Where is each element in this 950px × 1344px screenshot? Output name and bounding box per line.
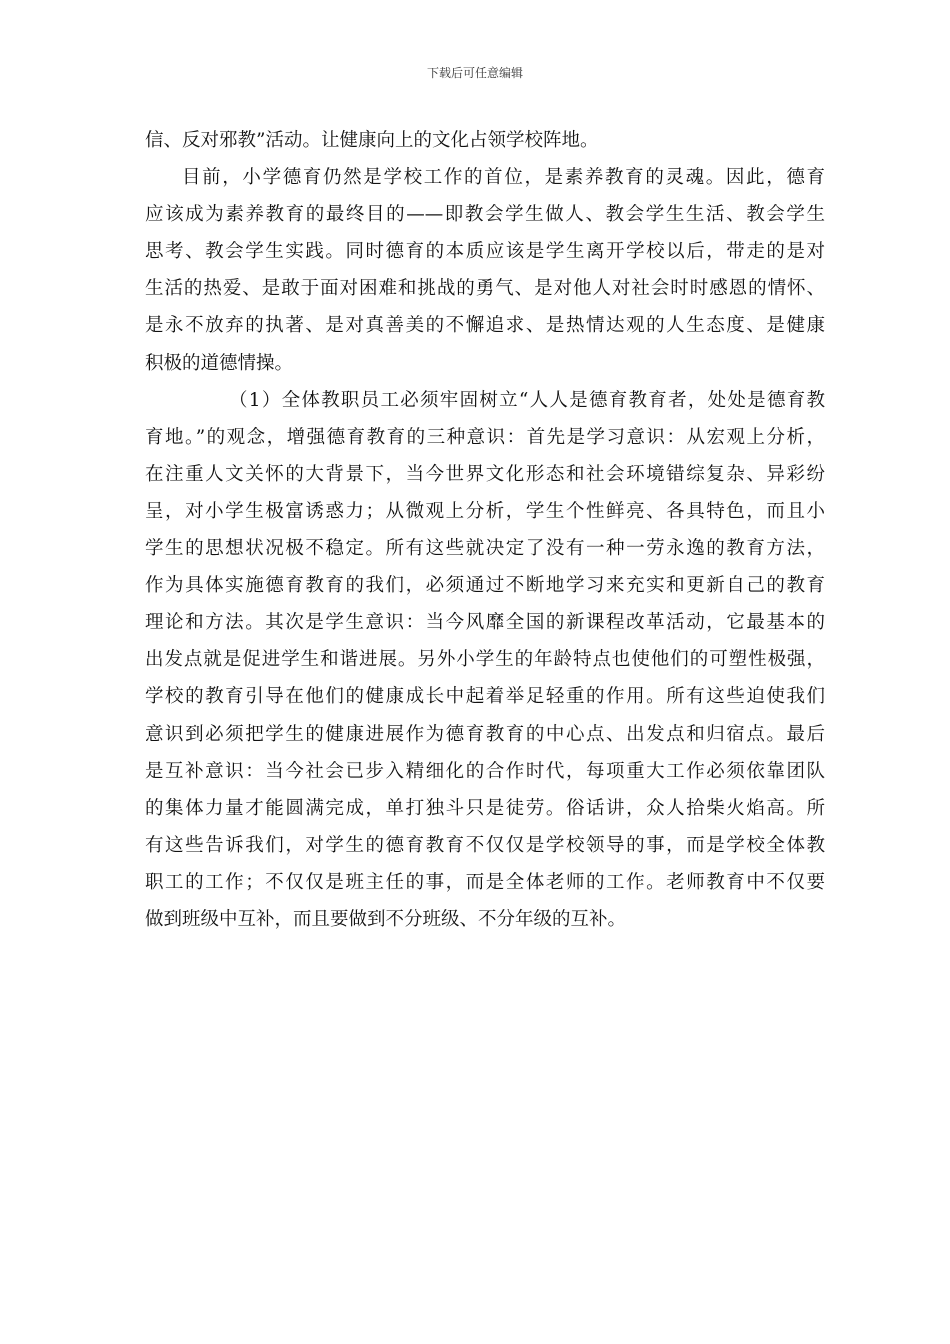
paragraph-3-line-7: 理论和方法。其次是学生意识：当今风靡全国的新课程改革活动，它最基本的: [145, 612, 825, 634]
paragraph-2-line-3: 思考、教会学生实践。同时德育的本质应该是学生离开学校以后，带走的是对: [145, 241, 825, 263]
paragraph-2-line-2: 应该成为素养教育的最终目的——即教会学生做人、教会学生生活、教会学生: [145, 204, 825, 226]
paragraph-2-line-1: 目前，小学德育仍然是学校工作的首位，是素养教育的灵魂。因此，德育: [182, 167, 825, 189]
paragraph-3-line-6: 作为具体实施德育教育的我们，必须通过不断地学习来充实和更新自己的教育: [145, 575, 825, 597]
paragraph-3-line-14: 职工的工作；不仅仅是班主任的事，而是全体老师的工作。老师教育中不仅要: [145, 871, 825, 893]
paragraph-3-line-9: 学校的教育引导在他们的健康成长中起着举足轻重的作用。所有这些迫使我们: [145, 686, 825, 708]
paragraph-3-line-11: 是互补意识：当今社会已步入精细化的合作时代，每项重大工作必须依靠团队: [145, 760, 825, 782]
paragraph-1-line-1: 信、反对邪教”活动。让健康向上的文化占领学校阵地。: [145, 130, 599, 151]
paragraph-3-line-8: 出发点就是促进学生和谐进展。另外小学生的年龄特点也使他们的可塑性极强，: [145, 649, 825, 671]
paragraph-3-line-2: 育地。”的观念，增强德育教育的三种意识：首先是学习意识：从宏观上分析，: [145, 426, 825, 448]
paragraph-2-line-6: 积极的道德情操。: [145, 352, 294, 374]
paragraph-3-line-13: 有这些告诉我们，对学生的德育教育不仅仅是学校领导的事，而是学校全体教: [145, 834, 825, 856]
paragraph-3-line-15: 做到班级中互补，而且要做到不分班级、不分年级的互补。: [145, 908, 627, 930]
paragraph-3-line-10: 意识到必须把学生的健康进展作为德育教育的中心点、出发点和归宿点。最后: [145, 723, 825, 745]
paragraph-2-line-5: 是永不放弃的执著、是对真善美的不懈追求、是热情达观的人生态度、是健康: [145, 315, 825, 337]
paragraph-3-line-3: 在注重人文关怀的大背景下，当今世界文化形态和社会环境错综复杂、异彩纷: [145, 463, 825, 485]
paragraph-3-line-12: 的集体力量才能圆满完成，单打独斗只是徒劳。俗话讲，众人拾柴火焰高。所: [145, 797, 825, 819]
paragraph-2-line-4: 生活的热爱、是敢于面对困难和挑战的勇气、是对他人对社会时时感恩的情怀、: [145, 278, 825, 300]
paragraph-3-line-5: 学生的思想状况极不稳定。所有这些就决定了没有一种一劳永逸的教育方法，: [145, 538, 825, 560]
page-header: 下载后可任意编辑: [426, 66, 523, 80]
paragraph-3-line-1: （1）全体教职员工必须牢固树立“人人是德育教育者，处处是德育教: [229, 389, 825, 411]
paragraph-3-line-4: 呈，对小学生极富诱惑力；从微观上分析，学生个性鲜亮、各具特色，而且小: [145, 500, 825, 522]
document-body: [145, 122, 825, 938]
